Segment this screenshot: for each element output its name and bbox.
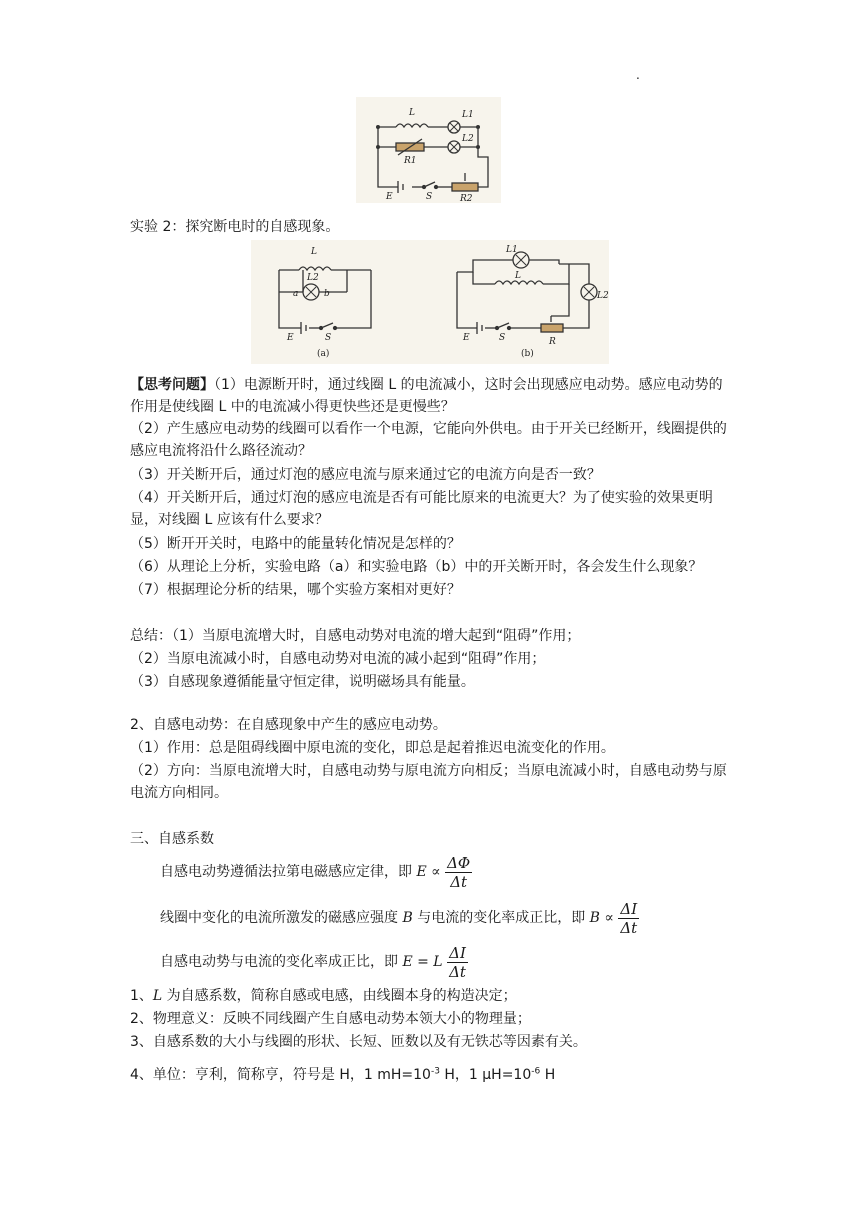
question-1-text: （1）电源断开时，通过线圈 L 的电流减小，这时会出现感应电动势。感应电动势的作用是使线圈 L 中的电流减小得更快些还是更慢些？ xyxy=(130,377,723,415)
questions-heading: 【思考问题】 xyxy=(130,377,214,393)
item-1-prefix: 1、 xyxy=(130,988,153,1004)
question-2: （2）产生感应电动势的线圈可以看作一个电源，它能向外供电。由于开关已经断开，线圈提供的感应电流将沿什么路径流动？ xyxy=(130,421,727,459)
question-6: （6）从理论上分析，实验电路（a）和实验电路（b）中的开关断开时，各会发生什么现象？ xyxy=(130,559,703,575)
question-7: （7）根据理论分析的结果，哪个实验方案相对更好？ xyxy=(130,582,461,598)
label-L1: L1 xyxy=(462,110,474,120)
item-4-exp1: -3 xyxy=(430,1066,440,1077)
summary-2: （2）当原电流减小时，自感电动势对电流的减小起到“阻碍”作用； xyxy=(130,651,546,667)
formula-3-lhs: E = L xyxy=(402,954,443,970)
question-3: （3）开关断开后，通过灯泡的感应电流与原来通过它的电流方向是否一致？ xyxy=(130,467,601,483)
formula-1-text: 自感电动势遵循法拉第电磁感应定律，即 xyxy=(160,864,412,880)
item-4-a: 4、单位：亨利，简称亨，符号是 H，1 mH=10 xyxy=(130,1067,431,1083)
emf-title: 2、自感电动势：在自感现象中产生的感应电动势。 xyxy=(130,717,447,733)
formula-line-2 xyxy=(160,894,639,942)
label-a-b: b xyxy=(324,289,330,299)
question-1 xyxy=(130,374,730,418)
label-S: S xyxy=(426,192,433,202)
formula-1-lhs: E ∝ xyxy=(416,864,441,880)
formula-line-3 xyxy=(160,940,468,984)
label-a-a: a xyxy=(293,289,299,299)
label-b-L: L xyxy=(515,271,521,281)
item-1-L: L xyxy=(152,988,163,1004)
circuit-figure-1 xyxy=(356,97,501,203)
label-a-L: L xyxy=(311,247,317,257)
caption-b: (b) xyxy=(521,349,534,359)
caption-a: (a) xyxy=(317,349,330,359)
experiment-2-title: 实验 2：探究断电时的自感现象。 xyxy=(130,219,340,235)
formula-1-den: Δt xyxy=(450,872,468,891)
item-4-c: H xyxy=(540,1067,556,1083)
circuit-figure-2 xyxy=(251,240,609,364)
formula-3-text: 自感电动势与电流的变化率成正比，即 xyxy=(160,954,398,970)
formula-3-num: ΔI xyxy=(447,944,468,963)
formula-3-den: Δt xyxy=(449,962,466,981)
label-L: L xyxy=(409,108,415,118)
item-4-exp2: -6 xyxy=(531,1066,541,1077)
item-3: 3、自感系数的大小与线圈的形状、长短、匝数以及有无铁芯等因素有关。 xyxy=(130,1034,587,1050)
item-4 xyxy=(130,1064,555,1086)
formula-2-fraction xyxy=(618,900,639,937)
formula-2-B: B xyxy=(402,910,413,926)
label-a-L2: L2 xyxy=(307,273,319,283)
label-b-L2: L2 xyxy=(597,291,609,301)
label-L2: L2 xyxy=(462,134,474,144)
formula-1-fraction xyxy=(445,854,472,891)
header-dot: . xyxy=(636,68,640,82)
item-1 xyxy=(130,985,517,1007)
label-a-S: S xyxy=(325,333,332,343)
formula-line-1 xyxy=(160,850,472,894)
item-2: 2、物理意义：反映不同线圈产生自感电动势本领大小的物理量； xyxy=(130,1011,531,1027)
emf-direction: （2）方向：当原电流增大时，自感电动势与原电流方向相反；当原电流减小时，自感电动势与原电流方向相同。 xyxy=(130,763,727,801)
item-1-rest: 为自感系数，简称自感或电感，由线圈本身的构造决定； xyxy=(166,988,517,1004)
formula-2-lhs: B ∝ xyxy=(589,910,614,926)
label-E: E xyxy=(386,192,393,202)
question-5: （5）断开开关时，电路中的能量转化情况是怎样的？ xyxy=(130,536,461,552)
label-R2: R2 xyxy=(460,194,473,203)
emf-effect: （1）作用：总是阻碍线圈中原电流的变化，即总是起着推迟电流变化的作用。 xyxy=(130,740,615,756)
section-3-title: 三、自感系数 xyxy=(130,831,214,847)
label-b-E: E xyxy=(463,333,470,343)
summary-1: 总结：（1）当原电流增大时，自感电动势对电流的增大起到“阻碍”作用； xyxy=(130,628,581,644)
label-b-R: R xyxy=(549,337,556,347)
formula-2-den: Δt xyxy=(620,918,638,937)
formula-1-num: ΔΦ xyxy=(447,853,471,872)
label-b-S: S xyxy=(499,333,506,343)
label-R1: R1 xyxy=(404,156,417,166)
question-4: （4）开关断开后，通过灯泡的感应电流是否有可能比原来的电流更大？为了使实验的效果更明显，对线圈 L 应该有什么要求？ xyxy=(130,490,713,528)
label-b-L1: L1 xyxy=(506,245,518,255)
circuit-diagram-2 xyxy=(251,240,609,364)
item-4-b: H，1 μH=10 xyxy=(439,1067,532,1083)
formula-2-text-b: 与电流的变化率成正比，即 xyxy=(417,910,586,926)
formula-3-fraction xyxy=(447,944,468,981)
summary-3: （3）自感现象遵循能量守恒定律，说明磁场具有能量。 xyxy=(130,674,475,690)
label-a-E: E xyxy=(287,333,294,343)
formula-2-num: ΔI xyxy=(618,900,639,919)
formula-2-text-a: 线圈中变化的电流所激发的磁感应强度 xyxy=(160,910,398,926)
circuit-diagram-1 xyxy=(356,97,501,203)
